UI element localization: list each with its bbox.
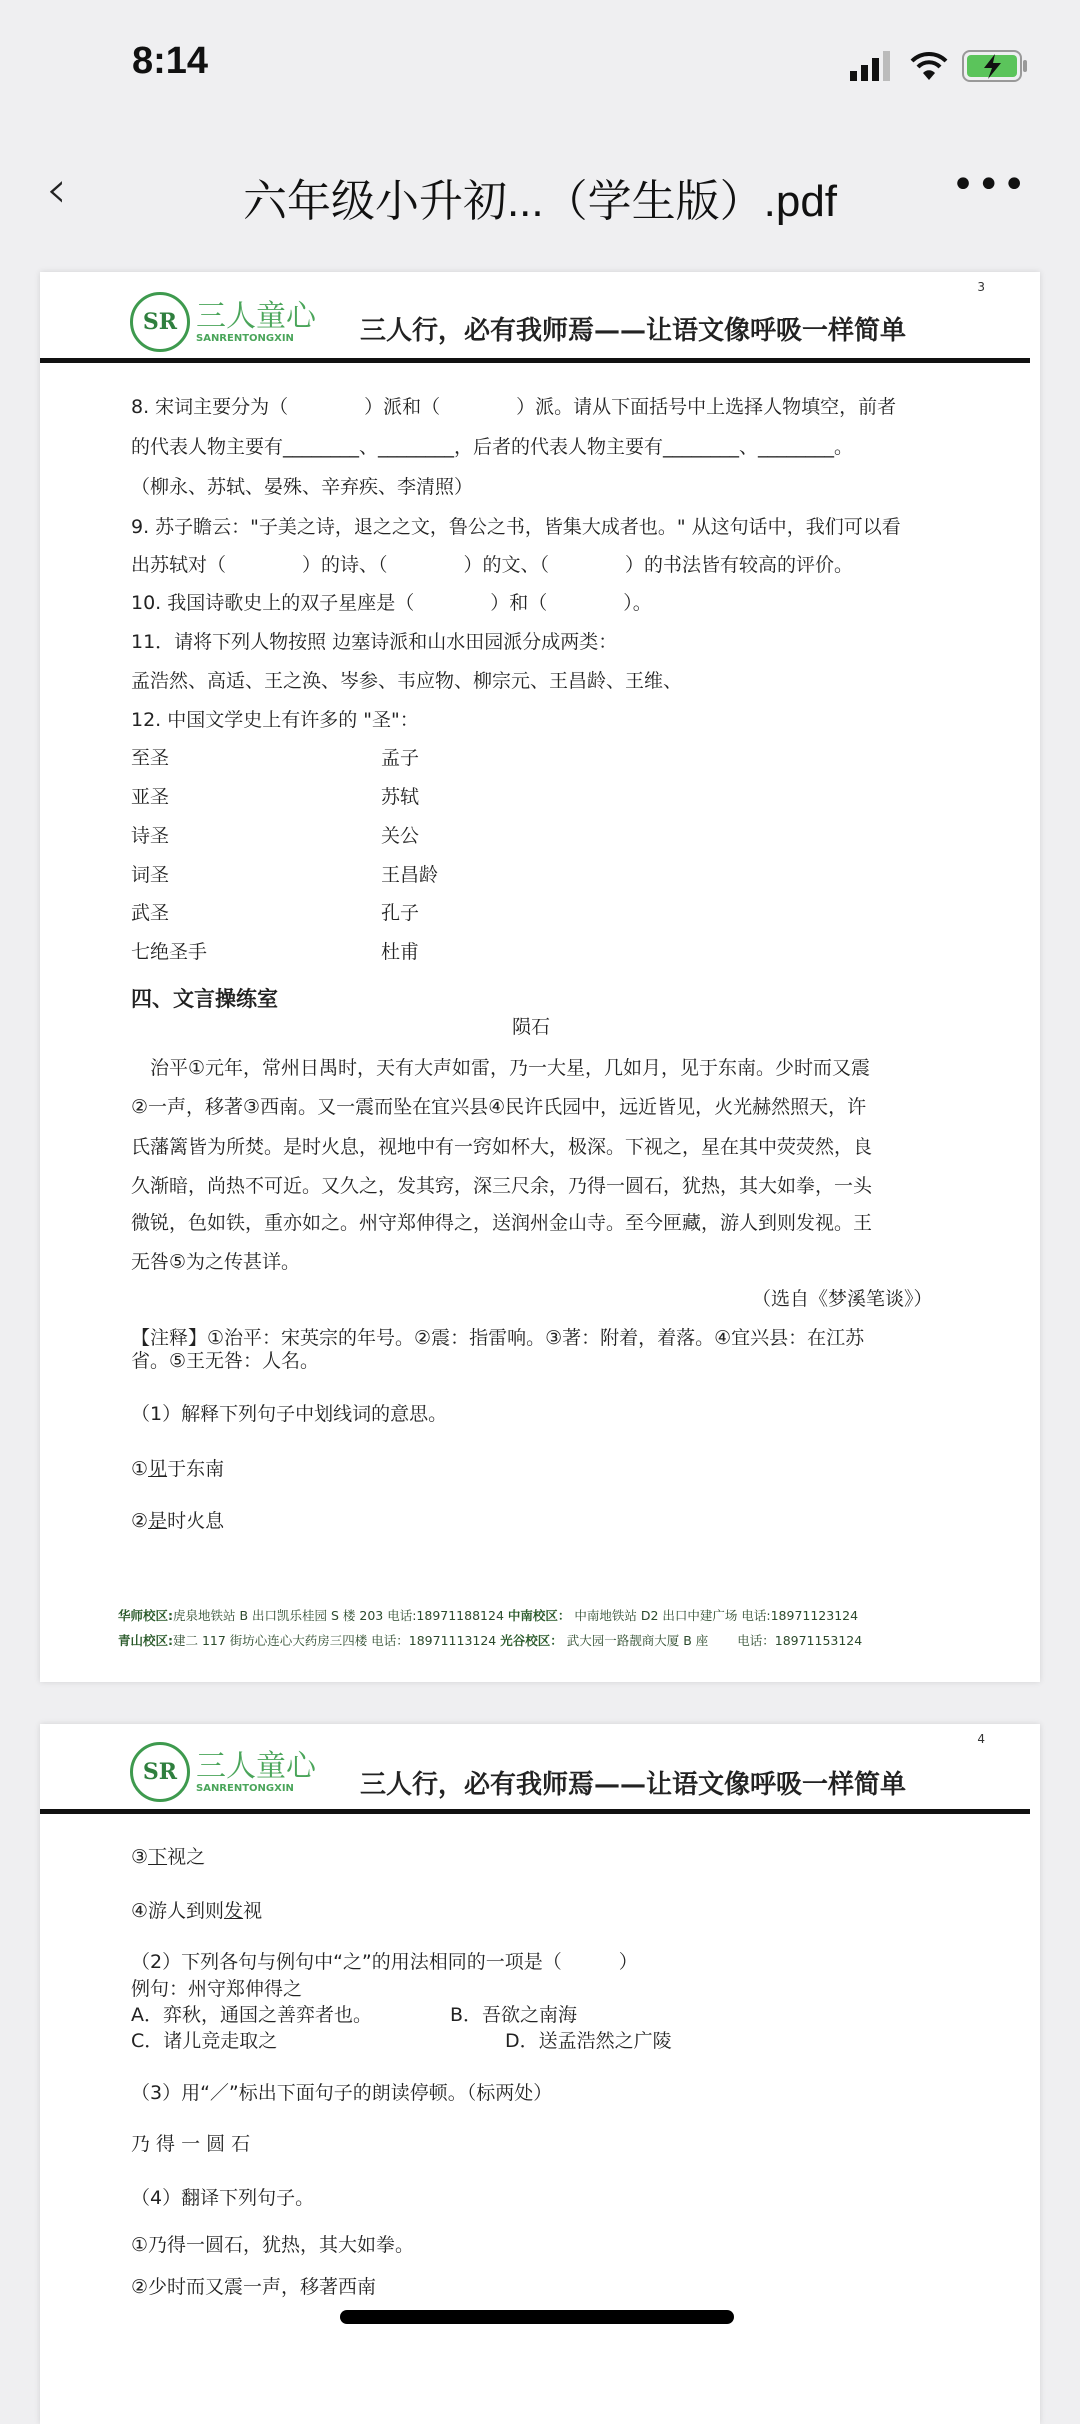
saint-title: 七绝圣手	[131, 941, 208, 963]
logo-emblem: SR	[130, 292, 190, 352]
question-2: （2）下列各句与例句中“之”的用法相同的一项是（ ）	[131, 1951, 638, 1973]
underlined-word: 见	[148, 1458, 168, 1480]
footer-line	[118, 1606, 858, 1624]
text: 视之	[167, 1846, 206, 1868]
saint-title: 亚圣	[131, 786, 170, 808]
saint-title: 诗圣	[131, 825, 170, 847]
text: 时火息	[167, 1510, 225, 1532]
header-slogan: 三人行，必有我师焉——让语文像呼吸一样简单	[360, 1770, 907, 1800]
document-title: 六年级小升初...（学生版）.pdf	[242, 177, 838, 226]
question-line: 10. 我国诗歌史上的双子星座是（ ）和（ ）。	[131, 592, 652, 614]
notes-line: 省。⑤王无咎：人名。	[131, 1350, 320, 1372]
status-icons	[850, 50, 1028, 82]
saint-title: 武圣	[131, 902, 170, 924]
notes-line: 【注释】①治平：宋英宗的年号。②震：指雷响。③著：附着，着落。④宜兴县：在江苏	[131, 1327, 865, 1349]
wifi-icon	[910, 51, 948, 81]
question-line: 9. 苏子瞻云："子美之诗，退之之文，鲁公之书，皆集大成者也。" 从这句话中，我们可以看	[131, 516, 901, 538]
question-1c	[131, 1842, 205, 1869]
underlined-word: 发	[224, 1900, 244, 1922]
question-line: 孟浩然、高适、王之涣、岑参、韦应物、柳宗元、王昌龄、王维、	[131, 670, 683, 692]
option-d: D．送孟浩然之广陵	[505, 2030, 672, 2052]
campus-info: 虎泉地铁站 B 出口凯乐桂园 S 楼 203 电话:18971188124	[173, 1608, 508, 1623]
question-line: 12. 中国文学史上有许多的 "圣"：	[131, 709, 419, 731]
question-4: （4）翻译下列句子。	[131, 2187, 315, 2209]
text: 视	[243, 1900, 263, 1922]
question-line: （柳永、苏轼、晏殊、辛弃疾、李清照）	[131, 476, 474, 498]
text: ④游人到则	[131, 1900, 225, 1922]
saint-person: 苏轼	[381, 786, 420, 808]
text: ③	[131, 1846, 149, 1868]
underlined-word: 是	[148, 1510, 168, 1532]
campus-name: 光谷校区：	[500, 1633, 563, 1648]
passage-title: 陨石	[512, 1016, 551, 1038]
campus-info: 武大园一路靓商大厦 B 座 电话：18971153124	[562, 1633, 863, 1648]
passage-line: ②一声，移著③西南。又一震而坠在宜兴县④民许氏园中，远近皆见，火光赫然照天，许	[131, 1096, 867, 1118]
translate-1: ①乃得一圆石，犹热，其大如拳。	[131, 2234, 415, 2256]
campus-name: 青山校区:	[118, 1633, 173, 1648]
campus-name: 中南校区：	[507, 1608, 571, 1623]
campus-name: 华师校区:	[118, 1608, 173, 1623]
translate-2: ②少时而又震一声，移著西南	[131, 2276, 377, 2298]
saint-title: 至圣	[131, 747, 170, 769]
saint-person: 孔子	[381, 902, 420, 924]
saint-title: 词圣	[131, 864, 170, 886]
logo	[130, 292, 316, 352]
option-a: A．弈秋，通国之善弈者也。	[131, 2004, 372, 2026]
example-sentence: 例句：州守郑伸得之	[131, 1978, 303, 2000]
page-number: 3	[977, 280, 985, 294]
question-1d	[131, 1896, 262, 1923]
back-button[interactable]: ‹	[46, 160, 67, 220]
battery-charging-icon	[962, 50, 1028, 82]
signal-icon	[850, 51, 896, 81]
header-slogan: 三人行，必有我师焉——让语文像呼吸一样简单	[360, 316, 907, 346]
footer-line	[118, 1631, 862, 1649]
question-1a	[131, 1454, 224, 1481]
logo	[130, 1742, 316, 1802]
saint-person: 关公	[381, 825, 420, 847]
campus-info: 中南地铁站 D2 出口中建广场 电话:18971123124	[570, 1608, 859, 1623]
header-rule	[40, 358, 1030, 363]
passage-line: 治平①元年，常州日禺时，天有大声如雷，乃一大星，几如月，见于东南。少时而又震	[131, 1057, 871, 1079]
question-line: 的代表人物主要有________、________，后者的代表人物主要有________、________。	[131, 436, 854, 458]
option-b: B．吾欲之南海	[450, 2004, 578, 2026]
pause-sentence: 乃 得 一 圆 石	[131, 2133, 251, 2155]
passage-line: 氏藩篱皆为所焚。是时火息，视地中有一窍如杯大，极深。下视之，星在其中荧荧然，良	[131, 1136, 873, 1158]
logo-pinyin: SANRENTONGXIN	[196, 1782, 294, 1794]
saint-person: 王昌龄	[381, 864, 439, 886]
logo-pinyin: SANRENTONGXIN	[196, 332, 294, 344]
home-indicator[interactable]	[340, 2310, 734, 2324]
text: 于东南	[167, 1458, 225, 1480]
passage-source: （选自《梦溪笔谈》）	[752, 1288, 933, 1310]
question-line: 8. 宋词主要分为（ ）派和（ ）派。请从下面括号中上选择人物填空，前者	[131, 396, 897, 418]
logo-name: 三人童心	[196, 298, 316, 334]
question-line: 11．请将下列人物按照 边塞诗派和山水田园派分成两类：	[131, 631, 618, 653]
question-1: （1）解释下列句子中划线词的意思。	[131, 1403, 448, 1425]
text: ①	[131, 1458, 149, 1480]
option-c: C．诸儿竞走取之	[131, 2030, 278, 2052]
underlined-word: 下	[148, 1846, 168, 1868]
campus-info: 建二 117 街坊心连心大药房三四楼 电话：18971113124	[173, 1633, 501, 1648]
question-line: 出苏轼对（ ）的诗、（ ）的文、（ ）的书法皆有较高的评价。	[131, 554, 854, 576]
saint-person: 孟子	[381, 747, 420, 769]
passage-line: 无咎⑤为之传甚详。	[131, 1251, 301, 1273]
page-number: 4	[977, 1732, 985, 1746]
passage-line: 微锐，色如铁，重亦如之。州守郑伸得之，送润州金山寺。至今匣藏，游人到则发视。王	[131, 1212, 873, 1234]
header-rule	[40, 1809, 1030, 1814]
question-3: （3）用“／”标出下面句子的朗读停顿。（标两处）	[131, 2082, 553, 2104]
more-options-button[interactable]: •••	[951, 162, 1028, 208]
text: ②	[131, 1510, 149, 1532]
section-heading: 四、文言操练室	[131, 986, 278, 1011]
question-1b	[131, 1506, 224, 1533]
status-time: 8:14	[132, 40, 209, 82]
passage-line: 久渐暗，尚热不可近。又久之，发其窍，深三尺余，乃得一圆石，犹热，其大如拳，一头	[131, 1175, 873, 1197]
pdf-page-3	[40, 272, 1040, 1682]
logo-emblem: SR	[130, 1742, 190, 1802]
saint-person: 杜甫	[381, 941, 420, 963]
logo-name: 三人童心	[196, 1748, 316, 1784]
